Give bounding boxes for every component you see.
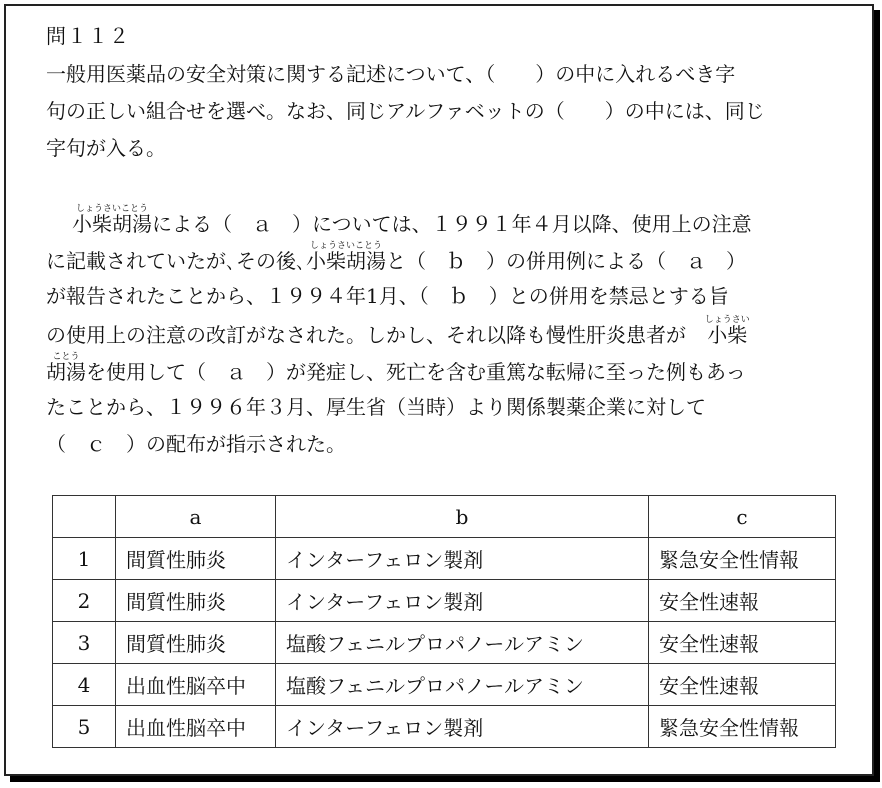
table-row xyxy=(53,538,836,580)
furigana-word: 小柴しょうさい xyxy=(704,315,750,347)
option-number: 5 xyxy=(53,706,116,748)
cell-c: 安全性速報 xyxy=(649,664,836,706)
cell-c: 安全性速報 xyxy=(649,580,836,622)
header-cell xyxy=(53,496,116,538)
header-cell-c: c xyxy=(649,496,836,538)
passage-line: に記載されていたが､その後､小柴胡湯しょうさいことうと（ ｂ ）の併用例による（ ａ ） xyxy=(46,241,746,273)
option-number: 3 xyxy=(53,622,116,664)
intro-line: 一般用医薬品の安全対策に関する記述について、（ ）の中に入れるべき字 xyxy=(46,62,736,86)
cell-b: 塩酸フェニルプロパノールアミン xyxy=(276,622,649,664)
passage-line: 小柴胡湯しょうさいことうによる（ ａ ）については、１９９１年４月以降、使用上の注意 xyxy=(72,204,752,236)
passage-line: が報告されたことから、１９９４年1月、（ ｂ ）との併用を禁忌とする旨 xyxy=(46,284,729,308)
table-row xyxy=(53,706,836,748)
question-passage xyxy=(46,204,852,463)
table-row xyxy=(53,622,836,664)
passage-line: たことから、１９９６年３月、厚生省（当時）より関係製薬企業に対して xyxy=(46,395,706,419)
cell-a: 出血性脳卒中 xyxy=(116,664,276,706)
cell-b: 塩酸フェニルプロパノールアミン xyxy=(276,664,649,706)
question-number: 問１１２ xyxy=(46,24,130,48)
passage-line: （ ｃ ）の配布が指示された。 xyxy=(46,432,346,456)
cell-a: 出血性脳卒中 xyxy=(116,706,276,748)
header-cell-b: b xyxy=(276,496,649,538)
question-intro xyxy=(46,56,846,167)
cell-b: インターフェロン製剤 xyxy=(276,706,649,748)
cell-a: 間質性肺炎 xyxy=(116,622,276,664)
cell-b: インターフェロン製剤 xyxy=(276,538,649,580)
passage-line: の使用上の注意の改訂がなされた。しかし、それ以降も慢性肝炎患者が 小柴しょうさい xyxy=(46,315,750,347)
option-number: 1 xyxy=(53,538,116,580)
answer-table xyxy=(52,495,836,748)
cell-c: 安全性速報 xyxy=(649,622,836,664)
option-number: 2 xyxy=(53,580,116,622)
header-cell-a: a xyxy=(116,496,276,538)
intro-line: 句の正しい組合せを選べ。なお、同じアルファベットの（ ）の中には、同じ xyxy=(46,99,765,123)
furigana-word: 胡湯ことう xyxy=(46,352,86,384)
table-row xyxy=(53,580,836,622)
table-row xyxy=(53,664,836,706)
furigana-word: 小柴胡湯しょうさいことう xyxy=(72,204,152,236)
table-header-row xyxy=(53,496,836,538)
option-number: 4 xyxy=(53,664,116,706)
furigana-word: 小柴胡湯しょうさいことう xyxy=(306,241,386,273)
cell-a: 間質性肺炎 xyxy=(116,580,276,622)
intro-line: 字句が入る。 xyxy=(46,136,166,160)
cell-c: 緊急安全性情報 xyxy=(649,706,836,748)
cell-a: 間質性肺炎 xyxy=(116,538,276,580)
cell-c: 緊急安全性情報 xyxy=(649,538,836,580)
passage-line: 胡湯ことうを使用して（ ａ ）が発症し、死亡を含む重篤な転帰に至った例もあっ xyxy=(46,352,746,384)
cell-b: インターフェロン製剤 xyxy=(276,580,649,622)
